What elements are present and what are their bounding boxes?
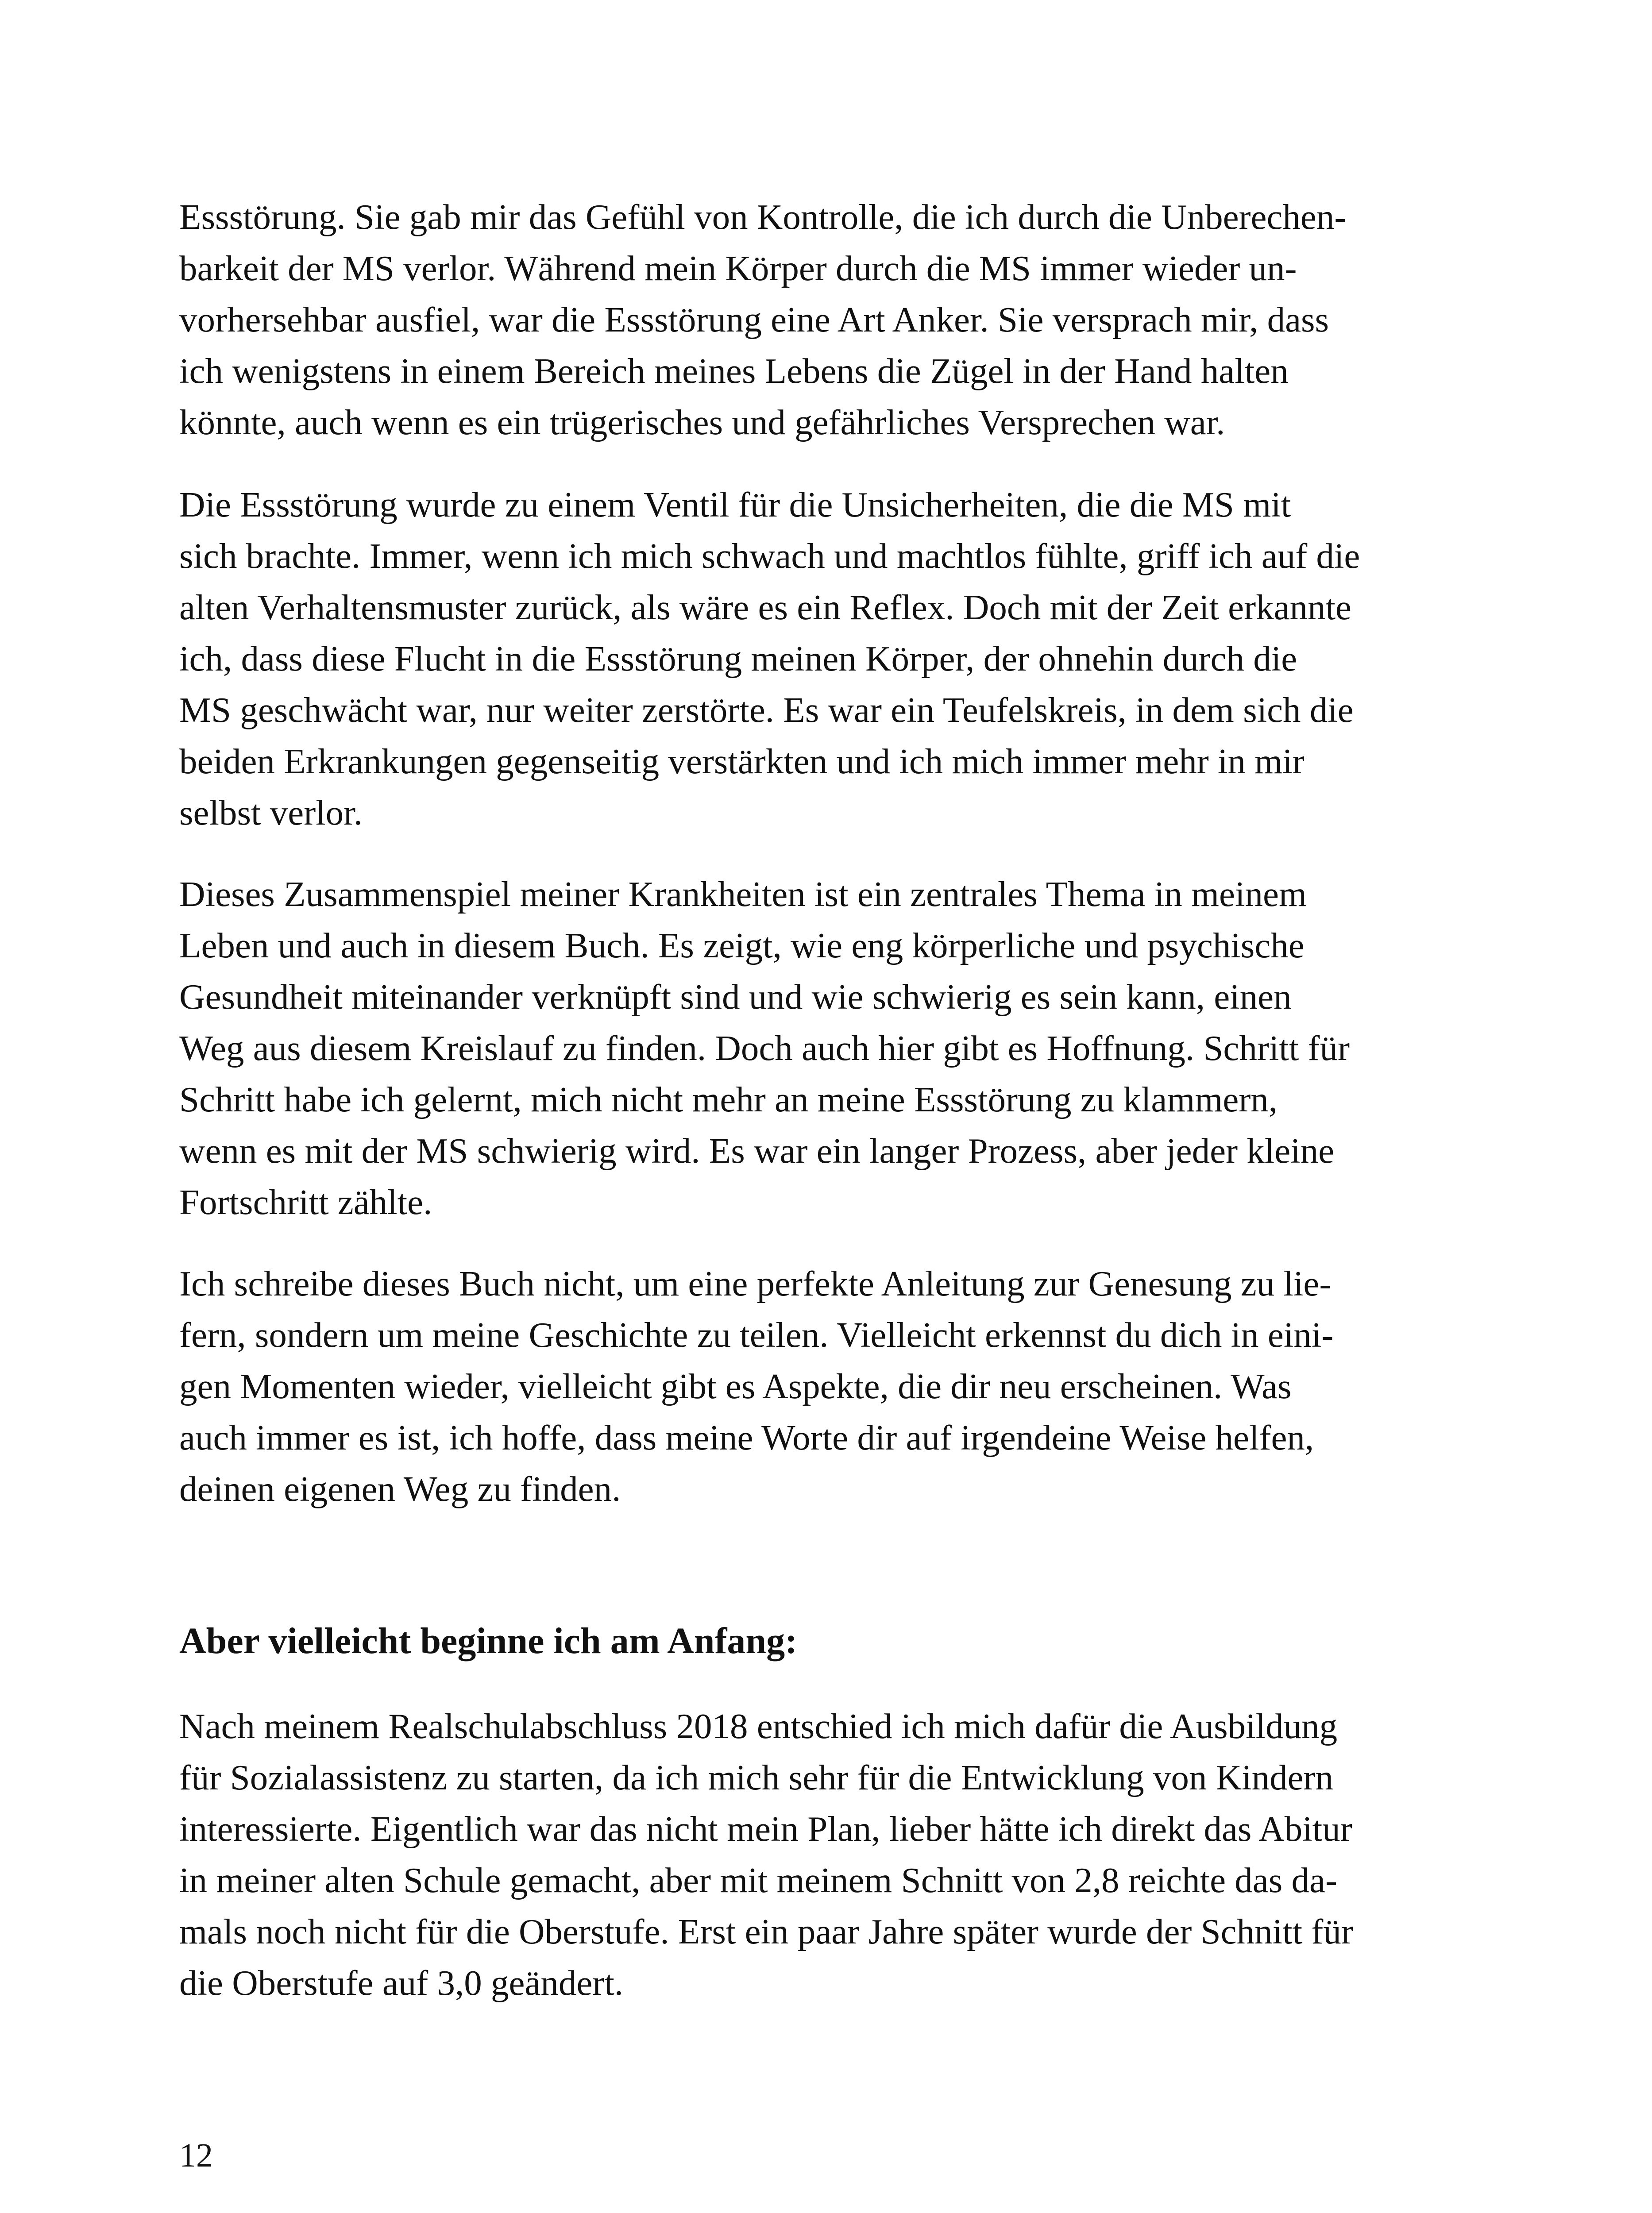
paragraph-line: Nach meinem Realschulabschluss 2018 entschied ich mich dafür die Ausbildung [179, 1706, 1338, 1746]
paragraph-line: in meiner alten Schule gemacht, aber mit meinem Schnitt von 2,8 reichte das da- [179, 1860, 1337, 1900]
paragraph-line: sich brachte. Immer, wenn ich mich schwach und machtlos fühlte, griff ich auf die [179, 536, 1360, 576]
paragraph-line: Leben und auch in diesem Buch. Es zeigt, wie eng körperliche und psychische [179, 925, 1305, 965]
paragraph-line: Schritt habe ich gelernt, mich nicht mehr an meine Essstörung zu klammern, [179, 1080, 1278, 1119]
paragraph-line: mals noch nicht für die Oberstufe. Erst ein paar Jahre später wurde der Schnitt für [179, 1912, 1353, 1951]
paragraph-line: für Sozialassistenz zu starten, da ich mich sehr für die Entwicklung von Kindern [179, 1758, 1334, 1797]
paragraph-line: barkeit der MS verlor. Während mein Körper durch die MS immer wieder un- [179, 248, 1297, 288]
paragraph-line: Ich schreibe dieses Buch nicht, um eine perfekte Anleitung zur Genesung zu lie- [179, 1264, 1332, 1303]
paragraph-4 [179, 1258, 1485, 1515]
paragraph-1 [179, 191, 1485, 448]
paragraph-line: alten Verhaltensmuster zurück, als wäre es ein Reflex. Doch mit der Zeit erkannte [179, 587, 1352, 627]
paragraph-line: auch immer es ist, ich hoffe, dass meine Worte dir auf irgendeine Weise helfen, [179, 1418, 1314, 1457]
paragraph-line: deinen eigenen Weg zu finden. [179, 1469, 621, 1509]
paragraph-line: die Oberstufe auf 3,0 geändert. [179, 1963, 624, 2003]
paragraph-line: fern, sondern um meine Geschichte zu teilen. Vielleicht erkennst du dich in eini- [179, 1315, 1334, 1355]
paragraph-line: Fortschritt zählte. [179, 1182, 432, 1222]
section-heading: Aber vielleicht beginne ich am Anfang: [179, 1620, 798, 1662]
page-number: 12 [179, 2137, 213, 2174]
paragraph-line: wenn es mit der MS schwierig wird. Es war ein langer Prozess, aber jeder kleine [179, 1131, 1335, 1171]
paragraph-3 [179, 868, 1485, 1228]
paragraph-line: Dieses Zusammenspiel meiner Krankheiten ist ein zentrales Thema in meinem [179, 874, 1307, 914]
paragraph-line: Weg aus diesem Kreislauf zu finden. Doch auch hier gibt es Hoffnung. Schritt für [179, 1028, 1350, 1068]
paragraph-5 [179, 1700, 1485, 2009]
paragraph-line: Essstörung. Sie gab mir das Gefühl von Kontrolle, die ich durch die Unberechen- [179, 197, 1347, 237]
paragraph-line: Gesundheit miteinander verknüpft sind und wie schwierig es sein kann, einen [179, 977, 1292, 1017]
paragraph-line: ich wenigstens in einem Bereich meines Lebens die Zügel in der Hand halten [179, 351, 1289, 391]
paragraph-line: interessierte. Eigentlich war das nicht mein Plan, lieber hätte ich direkt das Abitur [179, 1809, 1352, 1849]
paragraph-2 [179, 479, 1485, 838]
paragraph-line: MS geschwächt war, nur weiter zerstörte. Es war ein Teufelskreis, in dem sich die [179, 690, 1354, 730]
paragraph-line: Die Essstörung wurde zu einem Ventil für die Unsicherheiten, die die MS mit [179, 485, 1291, 524]
paragraph-line: ich, dass diese Flucht in die Essstörung meinen Körper, der ohnehin durch die [179, 639, 1297, 679]
paragraph-line: selbst verlor. [179, 793, 363, 833]
paragraph-line: könnte, auch wenn es ein trügerisches und gefährliches Versprechen war. [179, 402, 1225, 442]
paragraph-line: vorhersehbar ausfiel, war die Essstörung eine Art Anker. Sie versprach mir, dass [179, 300, 1329, 339]
paragraph-line: beiden Erkrankungen gegenseitig verstärkten und ich mich immer mehr in mir [179, 741, 1305, 781]
paragraph-line: gen Momenten wieder, vielleicht gibt es Aspekte, die dir neu erscheinen. Was [179, 1366, 1292, 1406]
